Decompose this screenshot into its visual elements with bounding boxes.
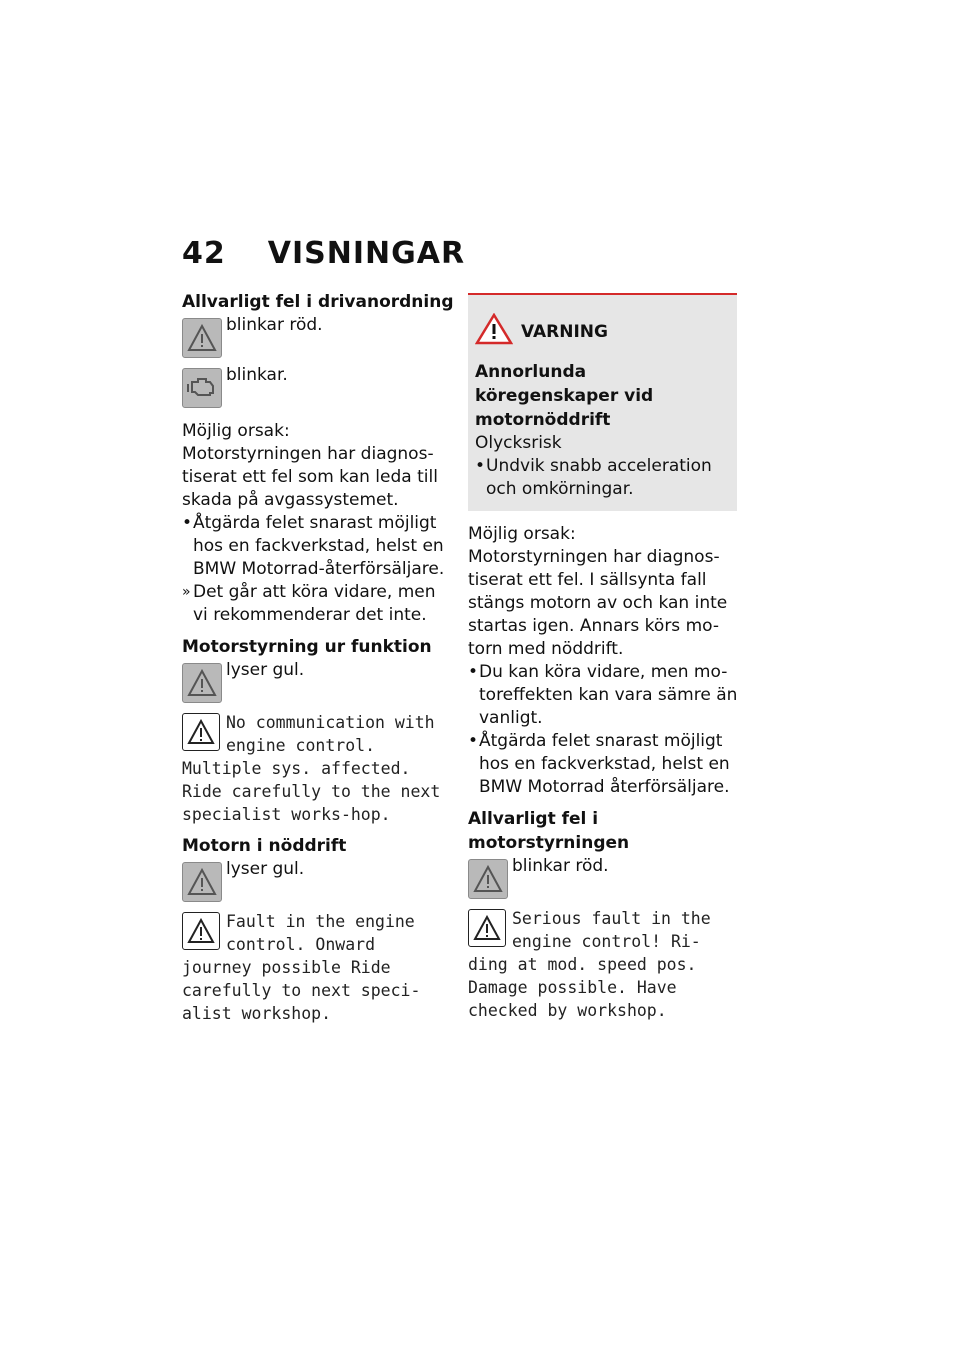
result-arrow: » Det går att köra vidare, men vi rekommenderar det inte.	[182, 581, 454, 627]
display-message-rest: ding at mod. speed pos. Damage possible. Have checked by workshop.	[468, 955, 697, 1020]
indicator-text: blinkar.	[226, 365, 288, 385]
indicator-text: lyser gul.	[226, 859, 305, 879]
warning-box	[468, 293, 737, 511]
section-title: Motorn i nöddrift	[182, 836, 347, 856]
engine-check-icon	[182, 368, 222, 408]
warning-header	[475, 313, 729, 350]
display-message	[182, 711, 454, 826]
warning-bullet: • Undvik snabb acceleration och omkörningar.	[475, 455, 729, 501]
display-message	[182, 910, 454, 1025]
action-bullet: • Åtgärda felet snarast möjligt hos en fackverkstad, helst en BMW Motorrad återförsäljare.	[468, 730, 738, 799]
page-title: VISNINGAR	[267, 236, 466, 271]
section-title: Motorstyrning ur funktion	[182, 637, 432, 657]
indicator-text: blinkar röd.	[512, 856, 609, 876]
indicator-row	[182, 364, 454, 410]
warning-label: VARNING	[521, 321, 608, 342]
warning-triangle-icon	[182, 862, 222, 902]
right-column	[468, 293, 738, 1022]
warning-triangle-icon	[475, 313, 513, 350]
warning-risk: Olycksrisk	[475, 433, 562, 453]
page-header	[182, 236, 465, 271]
indicator-text: blinkar röd.	[226, 315, 323, 335]
display-message	[468, 907, 738, 1022]
warning-triangle-icon	[182, 912, 220, 950]
cause-text: Motorstyrningen har diagnos-tiserat ett fel. I sällsynta fall stängs motorn av och kan inte startas igen. Annars körs mo-torn med nöddrift.	[468, 547, 728, 659]
page-number: 42	[182, 236, 226, 271]
indicator-row	[468, 855, 738, 899]
display-message-first: Serious fault in the engine control! Ri-	[512, 909, 711, 951]
warning-triangle-icon	[182, 318, 222, 358]
warning-triangle-icon	[182, 663, 222, 703]
action-bullet: • Åtgärda felet snarast möjligt hos en fackverkstad, helst en BMW Motorrad-återförsäljare.	[182, 512, 454, 581]
action-bullet: • Du kan köra vidare, men mo-toreffekten kan vara sämre än vanligt.	[468, 661, 738, 730]
warning-triangle-icon	[468, 909, 506, 947]
indicator-text: lyser gul.	[226, 660, 305, 680]
warning-triangle-icon	[182, 713, 220, 751]
warning-triangle-icon	[468, 859, 508, 899]
cause-text: Motorstyrningen har diagnos-tiserat ett fel som kan leda till skada på avgassystemet.	[182, 444, 438, 510]
display-message-rest: journey possible Ride carefully to next speci-alist workshop.	[182, 958, 421, 1023]
display-message-first: Fault in the engine control. Onward	[226, 912, 415, 954]
display-message-first: No communication with engine control.	[226, 713, 435, 755]
cause-label: Möjlig orsak:	[468, 524, 576, 544]
indicator-row	[182, 659, 454, 703]
left-column	[182, 290, 454, 1025]
section-title: Allvarligt fel i motorstyrningen	[468, 809, 630, 853]
display-message-rest: Multiple sys. affected. Ride carefully to the next specialist works-hop.	[182, 759, 441, 824]
section-title: Allvarligt fel i drivanordning	[182, 292, 454, 312]
indicator-row	[182, 314, 454, 360]
indicator-row	[182, 858, 454, 902]
cause-label: Möjlig orsak:	[182, 421, 290, 441]
warning-title: Annorlunda köregenskaper vid motornöddrift	[475, 362, 654, 430]
